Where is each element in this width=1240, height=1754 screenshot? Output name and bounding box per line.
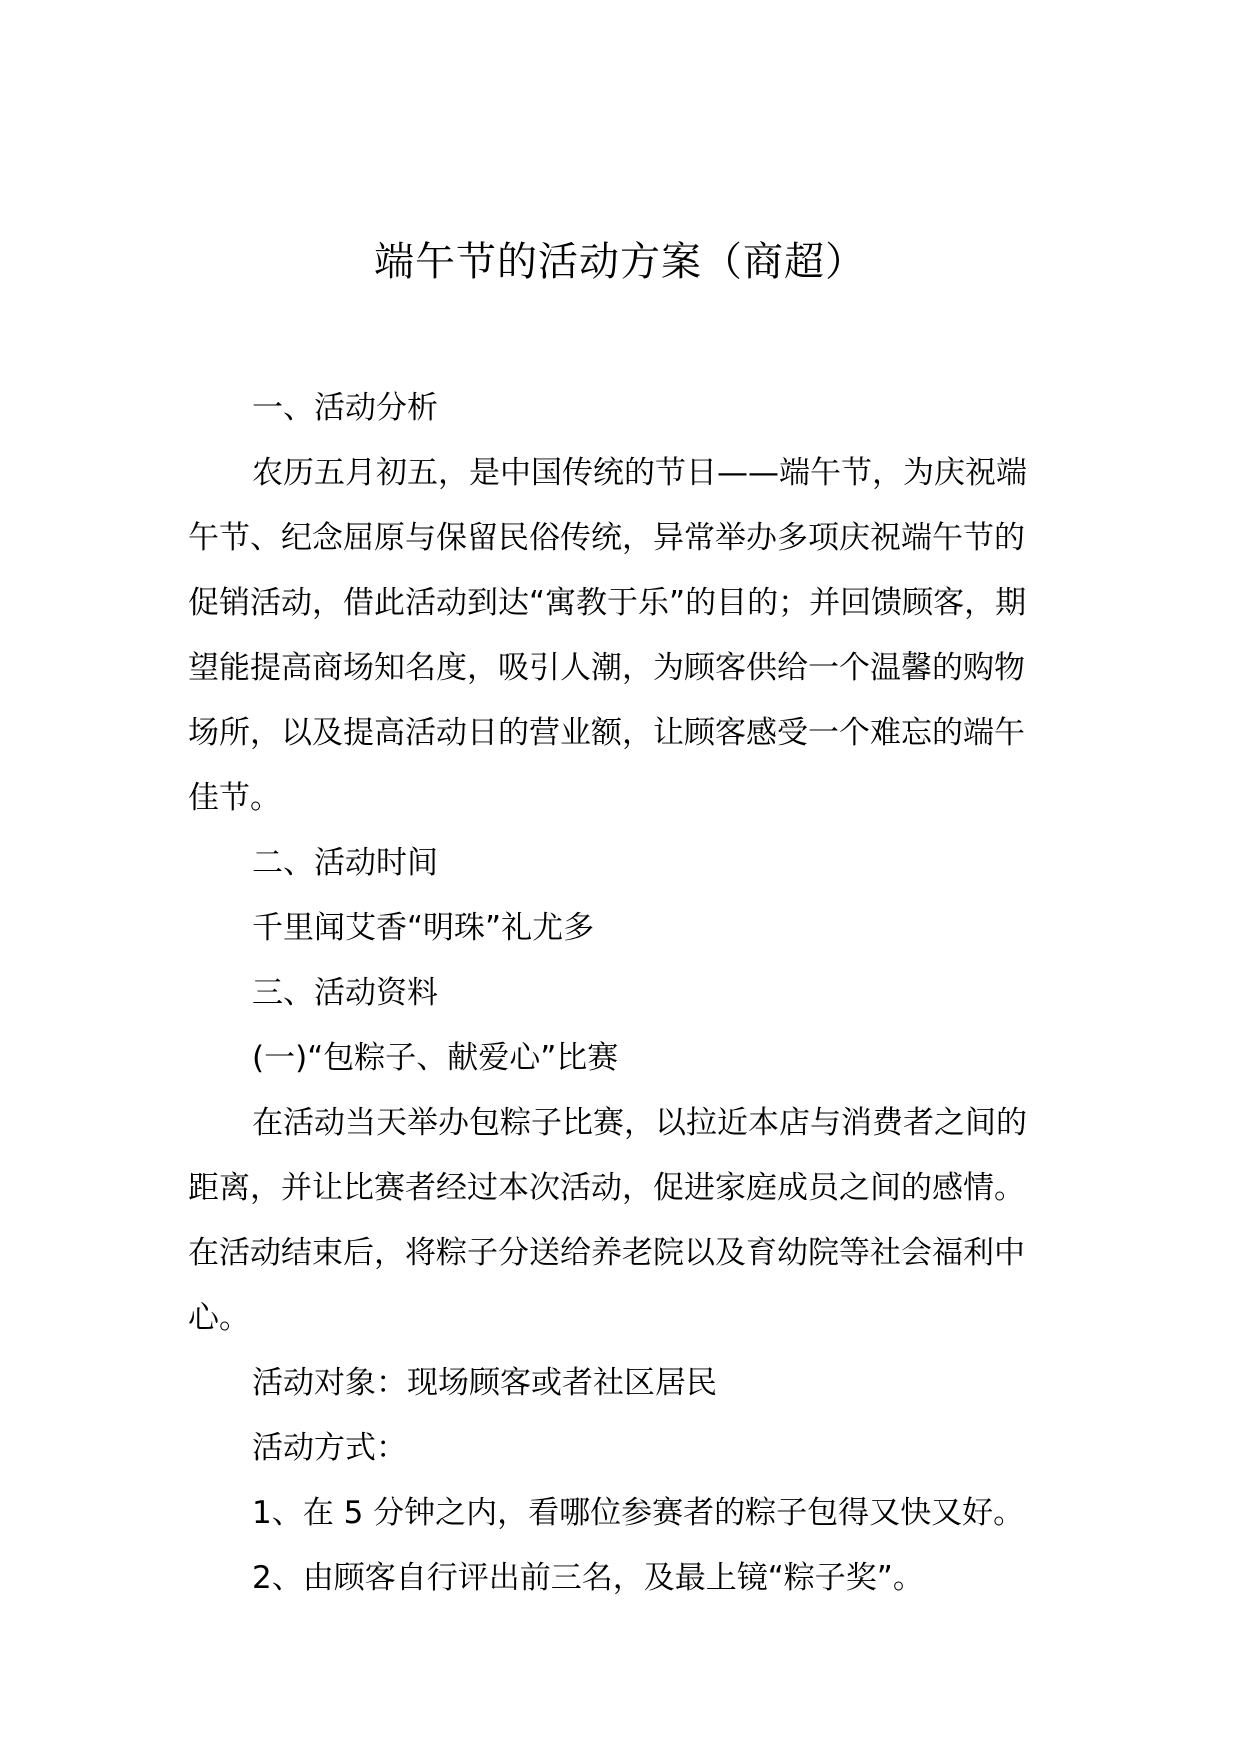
analysis-paragraph: 农历五月初五，是中国传统的节日——端午节，为庆祝端午节、纪念屈原与保留民俗传统，异常举办多项庆祝端午节的促销活动，借此活动到达“寓教于乐”的目的；并回馈顾客，期望能提高商场知名度，吸引人潮，为顾客供给一个温馨的购物场所，以及提高活动日的营业额，让顾客感受一个难忘的端午佳节。 [188, 455, 1027, 816]
document-title: 端午节的活动方案（商超） [374, 239, 866, 285]
document-page [188, 232, 1052, 1611]
activity-target: 活动对象：现场顾客或者社区居民 [252, 1365, 717, 1401]
contest-paragraph: 在活动当天举办包粽子比赛，以拉近本店与消费者之间的距离，并让比赛者经过本次活动，促进家庭成员之间的感情。在活动结束后，将粽子分送给养老院以及育幼院等社会福利中心。 [188, 1105, 1027, 1336]
section-heading-time: 二、活动时间 [252, 845, 438, 881]
subsection-heading-contest: (一)“包粽子、献爱心”比赛 [252, 1040, 619, 1076]
time-line: 千里闻艾香“明珠”礼尤多 [252, 910, 595, 946]
section-heading-content: 三、活动资料 [252, 975, 438, 1011]
method-item-1: 1、在 5 分钟之内，看哪位参赛者的粽子包得又快又好。 [252, 1495, 1025, 1531]
method-item-2: 2、由顾客自行评出前三名，及最上镜“粽子奖”。 [252, 1560, 924, 1596]
activity-method: 活动方式： [252, 1430, 407, 1466]
section-heading-analysis: 一、活动分析 [252, 390, 438, 426]
